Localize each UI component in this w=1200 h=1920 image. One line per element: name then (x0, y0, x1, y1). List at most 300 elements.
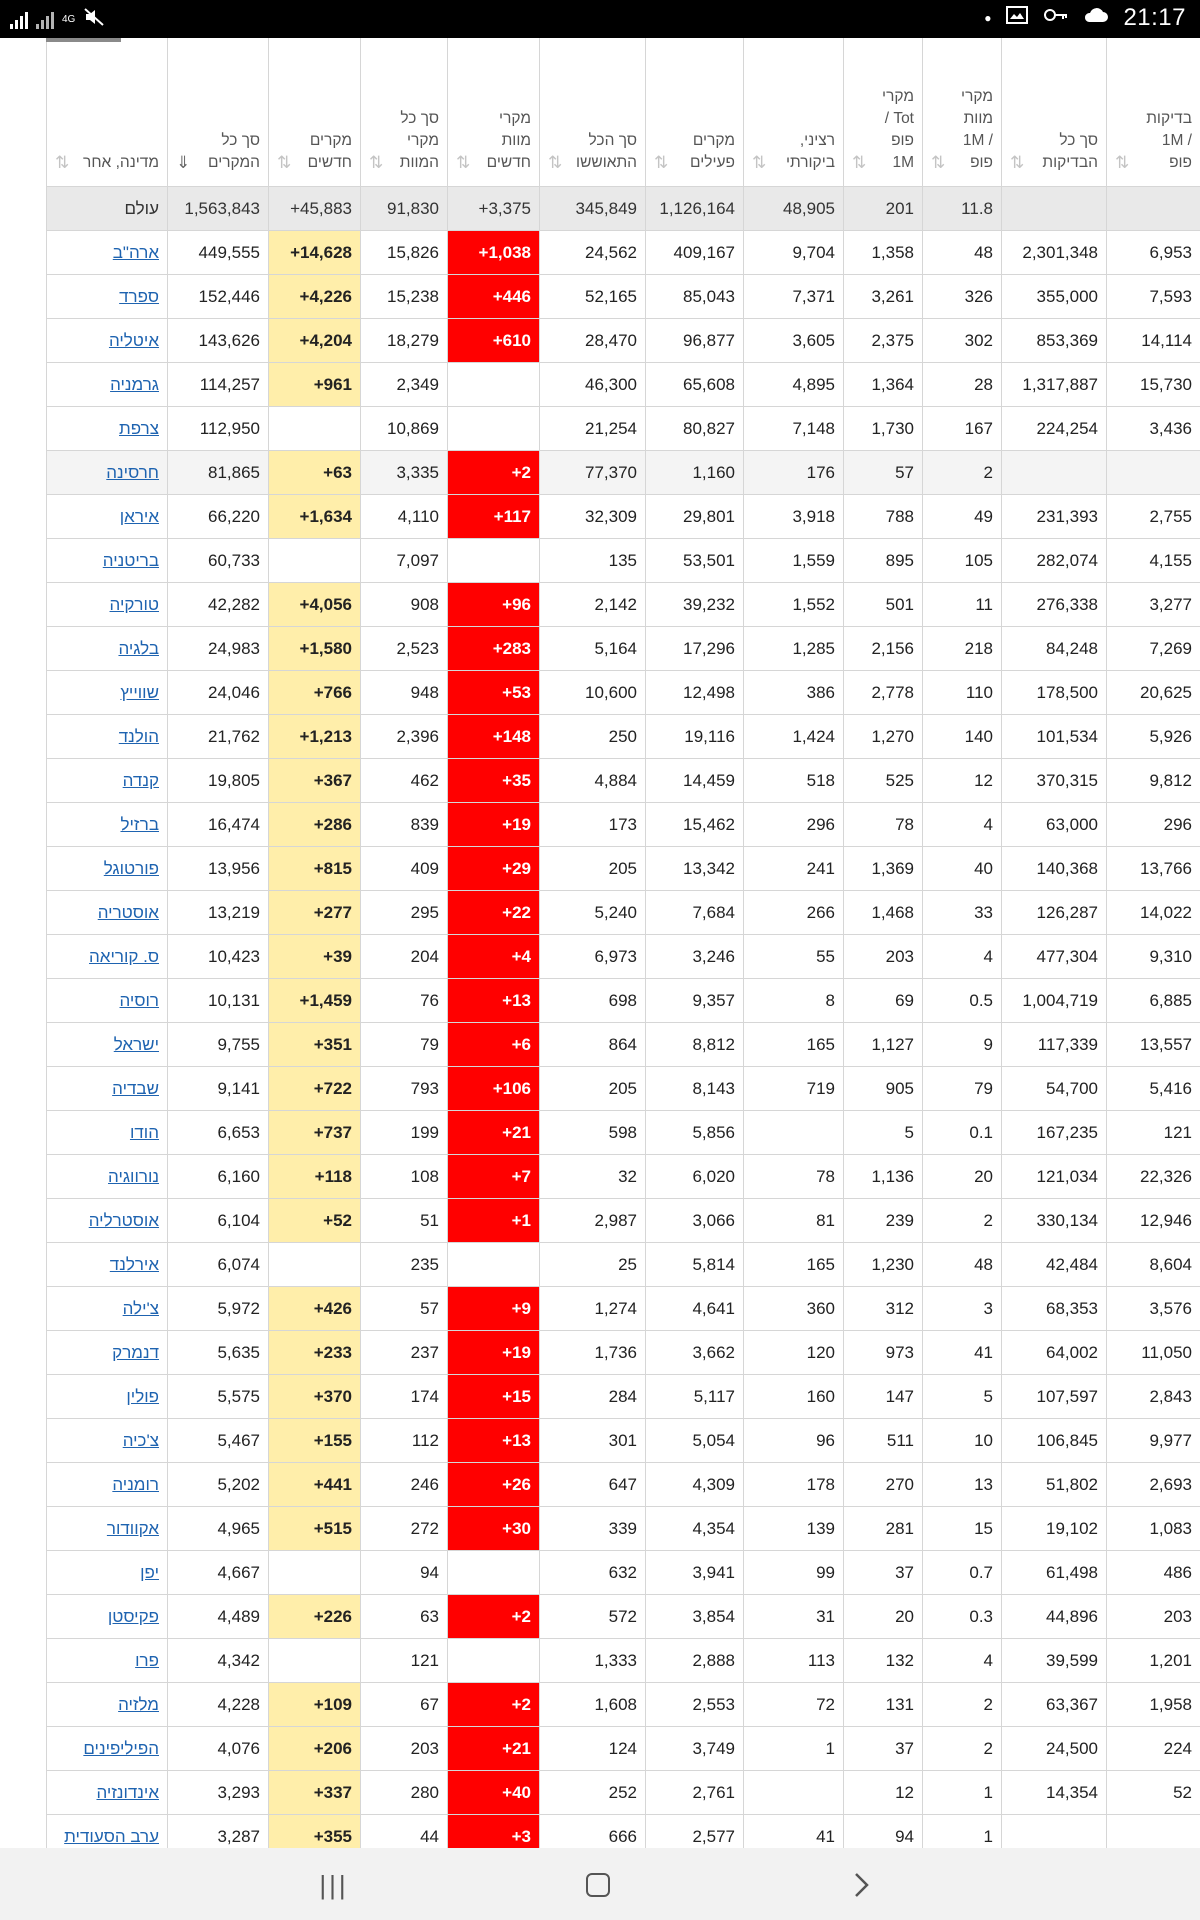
cell-tests-1m: 121 (1107, 1111, 1200, 1155)
cell-country (47, 363, 168, 407)
country-link[interactable]: אינדונזיה (96, 1782, 159, 1802)
cell-deaths-1m: 2 (923, 1199, 1002, 1243)
cell-country (47, 539, 168, 583)
cell-new-cases: +737 (269, 1111, 361, 1155)
country-link[interactable]: איראן (119, 506, 159, 526)
sort-icon[interactable]: ⇅ (55, 153, 70, 172)
cell-new-cases: +14,628 (269, 231, 361, 275)
column-header-label: סך כל הבדיקות (1042, 132, 1098, 171)
cell-total-cases: 5,575 (168, 1375, 269, 1419)
cell-total-deaths: 280 (361, 1771, 448, 1815)
cell-new-cases (269, 407, 361, 451)
table-row (47, 1595, 1200, 1639)
country-link[interactable]: ספרד (119, 286, 159, 306)
cell-active: 13,342 (646, 847, 744, 891)
cell-recovered: 24,562 (540, 231, 646, 275)
cell-new-cases: +118 (269, 1155, 361, 1199)
cell-deaths-1m: 28 (923, 363, 1002, 407)
column-header-new-cases[interactable] (269, 38, 361, 187)
cell-serious: 120 (744, 1331, 844, 1375)
table-row (47, 1551, 1200, 1595)
column-header-country[interactable] (47, 38, 168, 187)
cell-active: 17,296 (646, 627, 744, 671)
cell-serious: 72 (744, 1683, 844, 1727)
sort-icon[interactable]: ⇅ (654, 153, 669, 172)
country-link[interactable]: ערב הסעודית (64, 1826, 159, 1846)
dot-icon: ● (984, 11, 992, 25)
cell-country (47, 407, 168, 451)
column-header-label: סך כל מקרי המוות (399, 110, 439, 171)
cell-recovered: 205 (540, 847, 646, 891)
cell-country (47, 1507, 168, 1551)
cell-per-1m: 973 (844, 1331, 923, 1375)
sort-icon[interactable]: ⇅ (1115, 153, 1130, 172)
cell-per-1m: 2,778 (844, 671, 923, 715)
table-row (47, 1243, 1200, 1287)
signal-icon (36, 11, 54, 29)
cell-tests: 106,845 (1002, 1419, 1107, 1463)
cell-country (47, 803, 168, 847)
cell-total-deaths: 272 (361, 1507, 448, 1551)
table-row (47, 1419, 1200, 1463)
country-link[interactable]: שווייץ (120, 682, 159, 702)
cell-new-cases (269, 1639, 361, 1683)
cell-total-deaths: 121 (361, 1639, 448, 1683)
column-header-label: בדיקות / 1M פופ (1146, 110, 1192, 171)
cell-country (47, 627, 168, 671)
table-row (47, 759, 1200, 803)
country-link[interactable]: נורווגיה (108, 1166, 159, 1186)
cell-total-cases: 6,074 (168, 1243, 269, 1287)
cell-total-deaths: 15,238 (361, 275, 448, 319)
cell-deaths-1m: 12 (923, 759, 1002, 803)
cell-per-1m: 2,375 (844, 319, 923, 363)
column-header-total-cases[interactable] (168, 38, 269, 187)
country-link[interactable]: פרו (135, 1650, 159, 1670)
cell-active: 1,126,164 (646, 187, 744, 231)
country-link[interactable]: ס. קוריאה (89, 946, 159, 966)
cell-deaths-1m: 1 (923, 1771, 1002, 1815)
cell-country (47, 275, 168, 319)
cell-tests-1m: 3,576 (1107, 1287, 1200, 1331)
table-row (47, 1331, 1200, 1375)
cell-country (47, 1199, 168, 1243)
cell-per-1m: 1,358 (844, 231, 923, 275)
column-header-per-1m[interactable] (844, 38, 923, 187)
cell-active: 1,160 (646, 451, 744, 495)
cell-tests: 231,393 (1002, 495, 1107, 539)
cell-tests (1002, 1815, 1107, 1849)
world-total-row (47, 187, 1200, 231)
cell-tests-1m: 7,269 (1107, 627, 1200, 671)
cell-total-deaths: 18,279 (361, 319, 448, 363)
country-link[interactable]: מלזיה (118, 1694, 159, 1714)
cell-country (47, 1419, 168, 1463)
cell-tests-1m (1107, 1815, 1200, 1849)
clock: 21:17 (1123, 4, 1186, 31)
column-header-label: רציני, ביקורתי (785, 132, 835, 171)
cell-tests: 2,301,348 (1002, 231, 1107, 275)
country-link[interactable]: צ'כיה (122, 1430, 159, 1450)
cell-tests-1m: 9,977 (1107, 1419, 1200, 1463)
table-row (47, 1815, 1200, 1849)
country-link[interactable]: רוסיה (119, 990, 159, 1010)
table-row (47, 1639, 1200, 1683)
country-link[interactable]: ארה"ב (112, 242, 159, 262)
cell-new-deaths: +3,375 (448, 187, 540, 231)
country-link[interactable]: צ'ילה (122, 1298, 159, 1318)
cell-country (47, 1331, 168, 1375)
cell-tests: 1,317,887 (1002, 363, 1107, 407)
column-header-recovered[interactable] (540, 38, 646, 187)
stats-table-container[interactable] (46, 38, 1200, 1848)
key-icon (1043, 4, 1069, 32)
country-link[interactable]: פקיסטן (107, 1606, 159, 1626)
table-row (47, 583, 1200, 627)
cell-new-cases: +226 (269, 1595, 361, 1639)
cell-recovered: 5,164 (540, 627, 646, 671)
cell-new-cases: +515 (269, 1507, 361, 1551)
cell-total-deaths: 51 (361, 1199, 448, 1243)
cloud-icon (1083, 4, 1109, 32)
column-header-label: סך הכל התאוששו (576, 132, 637, 171)
country-link[interactable]: פולין (126, 1386, 159, 1406)
cell-active: 3,246 (646, 935, 744, 979)
cell-serious: 719 (744, 1067, 844, 1111)
cell-per-1m: 511 (844, 1419, 923, 1463)
column-header-active[interactable] (646, 38, 744, 187)
cell-country (47, 1551, 168, 1595)
cell-tests-1m (1107, 187, 1200, 231)
country-link[interactable]: ברזיל (120, 814, 159, 834)
column-header-label: מקרי מוות חדשים (486, 110, 531, 171)
cell-new-deaths: +1 (448, 1199, 540, 1243)
country-link[interactable]: דנמרק (112, 1342, 159, 1362)
cell-country (47, 1023, 168, 1067)
cell-new-cases: +1,459 (269, 979, 361, 1023)
column-header-deaths-1m[interactable] (923, 38, 1002, 187)
cell-new-deaths: +2 (448, 451, 540, 495)
cell-tests: 276,338 (1002, 583, 1107, 627)
table-row (47, 715, 1200, 759)
cell-new-cases: +426 (269, 1287, 361, 1331)
cell-tests-1m: 13,557 (1107, 1023, 1200, 1067)
cell-deaths-1m: 2 (923, 451, 1002, 495)
cell-deaths-1m: 110 (923, 671, 1002, 715)
cell-serious: 3,918 (744, 495, 844, 539)
cell-tests-1m: 20,625 (1107, 671, 1200, 715)
country-link[interactable]: פורטוגל (103, 858, 159, 878)
table-row (47, 627, 1200, 671)
country-link[interactable]: חרסינה (106, 462, 159, 482)
country-link[interactable]: טורקיה (109, 594, 159, 614)
cell-recovered: 205 (540, 1067, 646, 1111)
country-link[interactable]: שבדיה (112, 1078, 159, 1098)
table-row (47, 1023, 1200, 1067)
cell-country (47, 1375, 168, 1419)
country-link[interactable]: רומניה (112, 1474, 159, 1494)
cell-new-deaths: +117 (448, 495, 540, 539)
cell-total-deaths: 108 (361, 1155, 448, 1199)
cell-active: 3,854 (646, 1595, 744, 1639)
cell-new-cases: +63 (269, 451, 361, 495)
cell-country (47, 847, 168, 891)
cell-tests: 24,500 (1002, 1727, 1107, 1771)
cell-recovered: 647 (540, 1463, 646, 1507)
sort-icon[interactable]: ⇅ (1010, 153, 1025, 172)
cell-per-1m: 1,270 (844, 715, 923, 759)
sort-icon[interactable]: ⇅ (752, 153, 767, 172)
country-link[interactable]: אירלנד (109, 1254, 159, 1274)
cell-new-deaths: +148 (448, 715, 540, 759)
cell-recovered: 25 (540, 1243, 646, 1287)
cell-tests: 370,315 (1002, 759, 1107, 803)
cell-country (47, 1683, 168, 1727)
cell-active: 3,749 (646, 1727, 744, 1771)
cell-serious: 266 (744, 891, 844, 935)
column-header-new-deaths[interactable] (448, 38, 540, 187)
cell-recovered: 345,849 (540, 187, 646, 231)
cell-total-cases: 13,219 (168, 891, 269, 935)
cell-tests-1m: 14,114 (1107, 319, 1200, 363)
cell-recovered: 339 (540, 1507, 646, 1551)
country-link[interactable]: הפיליפינים (83, 1738, 159, 1758)
cell-total-cases: 10,423 (168, 935, 269, 979)
cell-per-1m: 57 (844, 451, 923, 495)
cell-total-cases: 10,131 (168, 979, 269, 1023)
cell-active: 29,801 (646, 495, 744, 539)
country-link[interactable]: הולנד (118, 726, 159, 746)
cell-total-deaths: 793 (361, 1067, 448, 1111)
country-link[interactable]: בלגיה (118, 638, 159, 658)
cell-per-1m: 788 (844, 495, 923, 539)
cell-total-cases: 6,160 (168, 1155, 269, 1199)
cell-active: 2,761 (646, 1771, 744, 1815)
cell-deaths-1m: 218 (923, 627, 1002, 671)
cell-country (47, 1111, 168, 1155)
table-row (47, 539, 1200, 583)
cell-active: 15,462 (646, 803, 744, 847)
cell-country (47, 759, 168, 803)
recents-icon[interactable]: ||| (319, 1869, 349, 1900)
cell-new-deaths (448, 1639, 540, 1683)
table-row (47, 231, 1200, 275)
cell-tests-1m: 5,416 (1107, 1067, 1200, 1111)
cell-recovered: 28,470 (540, 319, 646, 363)
sort-icon[interactable]: ⇅ (548, 153, 563, 172)
cell-total-cases: 81,865 (168, 451, 269, 495)
cell-active: 2,577 (646, 1815, 744, 1849)
cell-per-1m: 203 (844, 935, 923, 979)
cell-total-cases: 42,282 (168, 583, 269, 627)
cell-deaths-1m: 167 (923, 407, 1002, 451)
cell-recovered: 698 (540, 979, 646, 1023)
cell-total-cases: 1,563,843 (168, 187, 269, 231)
cell-country (47, 1815, 168, 1849)
cell-deaths-1m: 9 (923, 1023, 1002, 1067)
country-link[interactable]: קנדה (122, 770, 159, 790)
cell-tests: 51,802 (1002, 1463, 1107, 1507)
cell-tests: 107,597 (1002, 1375, 1107, 1419)
cell-deaths-1m: 10 (923, 1419, 1002, 1463)
cell-new-deaths: +283 (448, 627, 540, 671)
cell-tests: 39,599 (1002, 1639, 1107, 1683)
country-link[interactable]: ישראל (113, 1034, 159, 1054)
cell-tests-1m: 4,155 (1107, 539, 1200, 583)
cell-new-deaths: +1,038 (448, 231, 540, 275)
cell-serious: 386 (744, 671, 844, 715)
cell-country (47, 583, 168, 627)
cell-deaths-1m: 4 (923, 803, 1002, 847)
cell-total-deaths: 15,826 (361, 231, 448, 275)
cell-deaths-1m: 105 (923, 539, 1002, 583)
table-row (47, 1111, 1200, 1155)
cell-serious: 41 (744, 1815, 844, 1849)
cell-recovered: 4,884 (540, 759, 646, 803)
cell-recovered: 284 (540, 1375, 646, 1419)
country-link[interactable]: בריטניה (102, 550, 159, 570)
cell-total-deaths: 63 (361, 1595, 448, 1639)
cell-active: 6,020 (646, 1155, 744, 1199)
cell-serious (744, 1771, 844, 1815)
table-body (47, 187, 1200, 1849)
column-header-tests-1m[interactable] (1107, 38, 1200, 187)
cell-per-1m: 1,230 (844, 1243, 923, 1287)
cell-recovered: 252 (540, 1771, 646, 1815)
cell-new-cases (269, 1551, 361, 1595)
country-link[interactable]: צרפת (119, 418, 159, 438)
cell-total-deaths: 57 (361, 1287, 448, 1331)
cell-new-deaths: +96 (448, 583, 540, 627)
country-link[interactable]: יפן (140, 1562, 159, 1582)
sort-icon[interactable]: ⇓ (176, 153, 191, 172)
cell-tests: 84,248 (1002, 627, 1107, 671)
cell-total-cases: 6,104 (168, 1199, 269, 1243)
cell-new-cases: +1,580 (269, 627, 361, 671)
cell-total-deaths: 79 (361, 1023, 448, 1067)
sort-icon[interactable]: ⇅ (456, 153, 471, 172)
cell-country (47, 319, 168, 363)
cell-total-cases: 24,983 (168, 627, 269, 671)
country-link[interactable]: אוסטרליה (88, 1210, 159, 1230)
back-icon[interactable] (838, 1868, 886, 1902)
cell-recovered: 864 (540, 1023, 646, 1067)
cell-deaths-1m: 4 (923, 1639, 1002, 1683)
cell-total-deaths: 199 (361, 1111, 448, 1155)
table-row (47, 1507, 1200, 1551)
cell-serious: 9,704 (744, 231, 844, 275)
cell-active: 8,143 (646, 1067, 744, 1111)
cell-active: 8,812 (646, 1023, 744, 1067)
sort-icon[interactable]: ⇅ (852, 153, 867, 172)
cell-active: 9,357 (646, 979, 744, 1023)
signal-icon (10, 11, 28, 29)
table-row (47, 451, 1200, 495)
cell-total-deaths: 204 (361, 935, 448, 979)
cell-tests: 477,304 (1002, 935, 1107, 979)
country-link[interactable]: אוסטריה (97, 902, 159, 922)
cell-total-cases: 143,626 (168, 319, 269, 363)
cell-active: 3,066 (646, 1199, 744, 1243)
cell-new-cases: +206 (269, 1727, 361, 1771)
cell-tests: 61,498 (1002, 1551, 1107, 1595)
sort-icon[interactable]: ⇅ (277, 153, 292, 172)
cell-recovered: 6,973 (540, 935, 646, 979)
cell-serious: 7,148 (744, 407, 844, 451)
cell-per-1m: 1,127 (844, 1023, 923, 1067)
cell-active: 4,309 (646, 1463, 744, 1507)
cell-per-1m: 1,730 (844, 407, 923, 451)
cell-recovered: 10,600 (540, 671, 646, 715)
table-row (47, 319, 1200, 363)
cell-serious: 1,424 (744, 715, 844, 759)
cell-new-deaths: +3 (448, 1815, 540, 1849)
cell-new-deaths: +21 (448, 1111, 540, 1155)
cell-recovered: 250 (540, 715, 646, 759)
cell-serious (744, 1111, 844, 1155)
table-header-row (47, 38, 1200, 187)
column-header-tests[interactable] (1002, 38, 1107, 187)
sort-icon[interactable]: ⇅ (369, 153, 384, 172)
cell-total-deaths: 948 (361, 671, 448, 715)
cell-tests-1m: 6,953 (1107, 231, 1200, 275)
cell-active: 4,641 (646, 1287, 744, 1331)
cell-per-1m: 5 (844, 1111, 923, 1155)
column-header-label: מקרי מוות / 1M פופ (961, 88, 993, 171)
country-link[interactable]: איטליה (108, 330, 159, 350)
cell-tests: 178,500 (1002, 671, 1107, 715)
column-header-serious[interactable] (744, 38, 844, 187)
cell-total-deaths: 203 (361, 1727, 448, 1771)
cell-deaths-1m: 0.1 (923, 1111, 1002, 1155)
cell-new-cases: +722 (269, 1067, 361, 1111)
cell-deaths-1m: 140 (923, 715, 1002, 759)
cell-serious: 1 (744, 1727, 844, 1771)
cell-total-cases: 16,474 (168, 803, 269, 847)
country-link[interactable]: גרמניה (110, 374, 159, 394)
cell-new-cases: +441 (269, 1463, 361, 1507)
cell-deaths-1m: 33 (923, 891, 1002, 935)
cell-country (47, 1727, 168, 1771)
cell-serious: 1,552 (744, 583, 844, 627)
table-row (47, 803, 1200, 847)
cell-new-deaths: +6 (448, 1023, 540, 1067)
cell-tests: 19,102 (1002, 1507, 1107, 1551)
table-row (47, 847, 1200, 891)
sort-icon[interactable]: ⇅ (931, 153, 946, 172)
cell-per-1m: 239 (844, 1199, 923, 1243)
cell-tests (1002, 187, 1107, 231)
cell-new-deaths: +19 (448, 803, 540, 847)
home-icon[interactable] (574, 1868, 622, 1902)
cell-new-deaths: +7 (448, 1155, 540, 1199)
cell-total-cases: 21,762 (168, 715, 269, 759)
status-bar (0, 0, 1200, 38)
cell-recovered: 2,987 (540, 1199, 646, 1243)
cell-tests: 330,134 (1002, 1199, 1107, 1243)
column-header-total-deaths[interactable] (361, 38, 448, 187)
cell-recovered: 2,142 (540, 583, 646, 627)
country-link[interactable]: הודו (129, 1122, 159, 1142)
cell-total-cases: 66,220 (168, 495, 269, 539)
cell-total-cases: 13,956 (168, 847, 269, 891)
cell-active: 409,167 (646, 231, 744, 275)
cell-total-cases: 5,972 (168, 1287, 269, 1331)
cell-tests-1m: 203 (1107, 1595, 1200, 1639)
cell-per-1m: 37 (844, 1551, 923, 1595)
country-link[interactable]: אקוודור (106, 1518, 159, 1538)
cell-recovered: 5,240 (540, 891, 646, 935)
